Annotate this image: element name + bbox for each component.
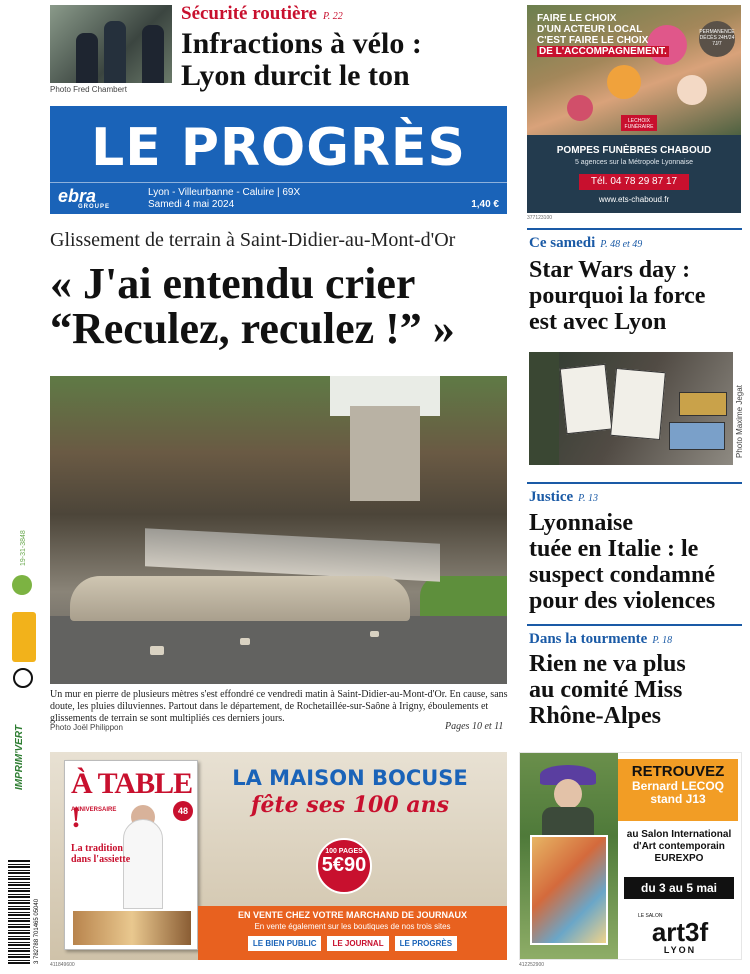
ad-art-photo <box>520 753 618 960</box>
side-headline-line: pour des violences <box>529 588 716 614</box>
photo-comic <box>679 392 727 416</box>
ad-funeral-sub: 5 agences sur la Métropole Lyonnaise <box>574 159 694 166</box>
teaser-headline-line: Lyon durcit le ton <box>181 59 410 92</box>
ad-art-logo <box>638 913 722 955</box>
ebra-logo <box>58 186 110 210</box>
side-story-2-kicker <box>529 486 598 506</box>
barcode-number: 3 782788 701465 05040 <box>34 898 40 964</box>
main-headline-line: « J'ai entendu crier <box>50 259 416 308</box>
photo-person <box>529 352 559 465</box>
main-photo-credit: Photo Joël Philippon <box>50 723 123 732</box>
magazine-title: À TABLE ! <box>71 767 193 834</box>
photo-stone <box>240 638 250 645</box>
ad-bocuse-title: LA MAISON BOCUSE <box>232 766 468 790</box>
teaser-headline-line: Infractions à vélo : <box>181 27 422 60</box>
ad-bocuse-code: 411849600 <box>50 962 75 968</box>
side-story-3-headline[interactable] <box>529 651 744 729</box>
ad-art-code: 412252900 <box>519 962 545 968</box>
photo-comic <box>669 422 725 450</box>
side-headline-line: Rien ne va plus <box>529 651 686 677</box>
photo-comic <box>560 364 613 434</box>
magazine-anniv: ANNIVERSAIRE <box>71 807 117 813</box>
ad-art-line2: Bernard LECOQ <box>631 779 724 793</box>
side-headline-line: Lyonnaise <box>529 510 634 536</box>
photo-stone <box>370 631 379 637</box>
triman-icon <box>13 668 33 688</box>
main-headline[interactable] <box>50 261 515 351</box>
photo-artwork <box>530 835 608 945</box>
price-badge-price: 5€90 <box>321 854 367 876</box>
ebra-logo-sub: GROUPE <box>78 204 111 210</box>
ad-art-logo-city: LYON <box>663 945 697 955</box>
magazine-tagline-line: La tradition <box>71 843 123 854</box>
ad-funeral-phone[interactable]: Tél. 04 78 29 87 17 <box>579 174 689 190</box>
star-wars-photo-credit: Photo Maxime Jegat <box>735 385 744 458</box>
masthead <box>50 106 507 214</box>
side-page-ref: P. 48 et 49 <box>600 239 643 250</box>
magazine-food <box>73 911 191 945</box>
photo-body <box>542 807 594 837</box>
ad-bocuse-magazine <box>64 760 198 950</box>
price-badge-pages: 100 PAGES <box>325 848 363 855</box>
ad-funeral-name: POMPES FUNÈBRES CHABOUD <box>556 145 712 156</box>
side-rule <box>527 228 742 230</box>
ad-funeral-slogan-line: D'UN ACTEUR LOCAL <box>537 24 643 35</box>
side-story-1-kicker <box>529 232 642 252</box>
ad-art-logo-edition: LE SALON <box>638 913 663 919</box>
photo-comic <box>610 368 666 440</box>
masthead-edition: Lyon - Villeurbanne - Caluire | 69X <box>148 187 301 198</box>
photo-rubble-pile <box>70 576 410 621</box>
ad-bocuse-band <box>198 906 507 960</box>
photo-house <box>350 406 420 501</box>
teaser-photo-credit: Photo Fred Chambert <box>50 85 127 94</box>
magazine-tagline-line: dans l'assiette <box>71 854 131 865</box>
main-body: Un mur en pierre de plusieurs mètres s'est effondré ce vendredi matin à Saint-Didier-au-Mont-d'Or. En cause, sans doute, les pluies diluviennes. Partout dans le département, de Rochetaillée-sur-Saône à Irigny, éboulements et glissements de terrain se sont multipliés ces derniers jours. <box>50 689 508 724</box>
imprim-vert-logo: IMPRIM'VERT <box>14 725 25 790</box>
side-headline-line: pourquoi la force <box>529 283 706 309</box>
photo-face <box>554 779 582 809</box>
ad-bocuse[interactable] <box>50 752 507 960</box>
side-headline-line: au comité Miss <box>529 677 683 703</box>
ad-funeral-slogan-line: C'EST FAIRE LE CHOIX <box>537 35 649 46</box>
logo-le-journal: LE JOURNAL <box>327 936 388 951</box>
magazine-tagline <box>71 843 130 865</box>
photo-road <box>50 616 507 684</box>
teaser-page-ref: P. 22 <box>322 11 343 22</box>
ad-bocuse-band-line2: En vente également sur les boutiques de nos trois sites <box>254 922 451 931</box>
side-headline-line: suspect condamné <box>529 562 716 588</box>
photo-stone <box>150 646 164 655</box>
ad-bocuse-price-badge <box>316 838 372 894</box>
side-page-ref: P. 13 <box>578 493 598 504</box>
masthead-info <box>148 187 300 211</box>
ad-art-venue: au Salon International d'Art contemporain EUREXPO <box>626 829 732 864</box>
ad-art-headline-box <box>618 759 738 821</box>
masthead-title: LE PROGRÈS <box>91 118 466 178</box>
main-pages[interactable]: Pages 10 et 11 <box>445 721 504 732</box>
star-wars-photo[interactable] <box>529 352 733 465</box>
teaser-photo <box>50 5 172 83</box>
ad-art-line1: RETROUVEZ <box>631 763 725 780</box>
ad-funeral-slogan-line: FAIRE LE CHOIX <box>537 13 617 24</box>
side-kicker-label: Justice <box>529 489 574 505</box>
ad-funeral-badge: PERMANENCE DÉCÈS 24H/24 7J/7 <box>699 21 735 57</box>
ad-bocuse-logos <box>198 936 507 951</box>
side-story-2-headline[interactable] <box>529 510 749 614</box>
side-headline-line: Rhône-Alpes <box>529 703 662 729</box>
ad-funeral-website[interactable]: www.ets-chaboud.fr <box>598 195 670 204</box>
logo-le-bien-public: LE BIEN PUBLIC <box>248 936 322 951</box>
main-photo[interactable] <box>50 376 507 684</box>
ad-art-logo-text: art3f <box>651 917 709 947</box>
ad-art[interactable] <box>519 752 742 960</box>
margin-code: 19-31-3848 <box>20 530 27 566</box>
side-story-1-headline[interactable] <box>529 257 744 335</box>
ad-bocuse-subtitle: fête ses 100 ans <box>251 792 449 818</box>
barcode <box>8 860 30 964</box>
photo-collapsed-wall <box>145 528 440 581</box>
ad-art-line3: stand J13 <box>650 792 706 806</box>
side-headline-line: tuée en Italie : le <box>529 536 699 562</box>
masthead-price: 1,40 € <box>471 199 499 210</box>
side-headline-line: est avec Lyon <box>529 309 667 335</box>
ad-funeral-slogan-highlight: DE L'ACCOMPAGNEMENT. <box>539 46 667 57</box>
magazine-number: 48 <box>173 801 193 821</box>
masthead-date: Samedi 4 mai 2024 <box>148 199 235 210</box>
ad-funeral[interactable] <box>527 5 741 213</box>
ebra-logo-text: ebra <box>58 186 97 206</box>
side-page-ref: P. 18 <box>652 635 673 646</box>
ad-art-dates: du 3 au 5 mai <box>624 877 734 899</box>
side-rule <box>527 482 742 484</box>
masthead-divider <box>50 182 507 183</box>
teaser-headline[interactable] <box>181 28 422 92</box>
side-kicker-label: Ce samedi <box>529 235 596 251</box>
main-headline-line: “Reculez, reculez !” » <box>50 304 455 353</box>
teaser-kicker-label: Sécurité routière <box>181 3 317 24</box>
main-overline: Glissement de terrain à Saint-Didier-au-Mont-d'Or <box>50 229 456 251</box>
teaser-kicker <box>181 3 343 25</box>
ad-bocuse-band-line1: EN VENTE CHEZ VOTRE MARCHAND DE JOURNAUX <box>237 910 468 920</box>
side-rule <box>527 624 742 626</box>
ad-funeral-slogan <box>537 13 669 57</box>
side-kicker-label: Dans la tourmente <box>529 631 648 647</box>
side-headline-line: Star Wars day : <box>529 257 691 283</box>
label-icon <box>12 612 36 662</box>
side-story-3-kicker <box>529 628 672 648</box>
ad-funeral-brand: LECHOIX FUNÉRAIRE <box>621 115 657 131</box>
logo-le-progres: LE PROGRÈS <box>395 936 457 951</box>
recycle-icon <box>12 575 32 595</box>
ad-funeral-code: 377123100 <box>527 215 553 221</box>
